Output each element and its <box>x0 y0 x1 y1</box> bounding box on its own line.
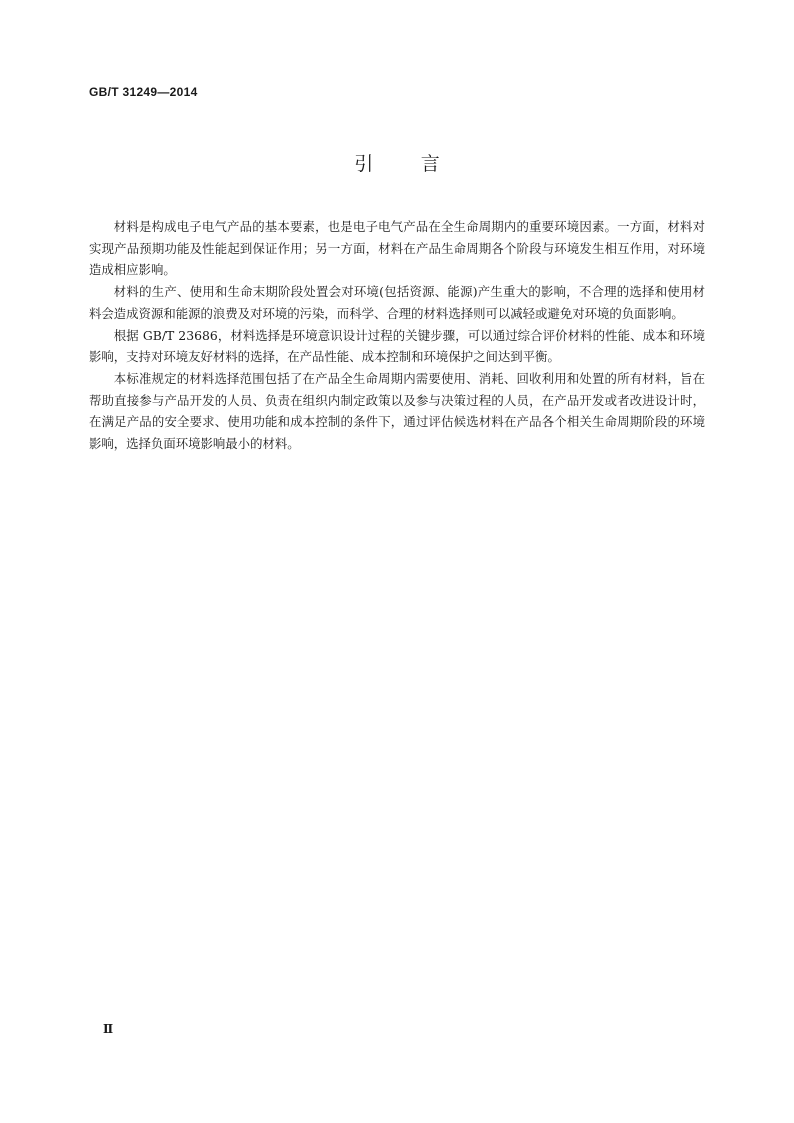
page-number: Ⅱ <box>103 1022 114 1036</box>
standard-code: GB/T 31249—2014 <box>89 85 198 99</box>
paragraph: 本标准规定的材料选择范围包括了在产品全生命周期内需要使用、消耗、回收利用和处置的所有材料，旨在帮助直接参与产品开发的人员、负责在组织内制定政策以及参与决策过程的人员，在产品开发或者改进设计时，在满足产品的安全要求、使用功能和成本控制的条件下，通过评估候选材料在产品各个相关生命周期阶段的环境影响，选择负面环境影响最小的材料。 <box>89 370 705 452</box>
title-char-1: 引 <box>354 153 374 175</box>
introduction-body <box>89 216 705 455</box>
paragraph: 根据 GB/T 23686，材料选择是环境意识设计过程的关键步骤，可以通过综合评价材料的性能、成本和环境影响，支持对环境友好材料的选择，在产品性能、成本控制和环境保护之间达到平衡。 <box>89 327 705 365</box>
paragraph: 材料的生产、使用和生命末期阶段处置会对环境(包括资源、能源)产生重大的影响，不合理的选择和使用材料会造成资源和能源的浪费及对环境的污染，而科学、合理的材料选择则可以减轻或避免对环境的负面影响。 <box>89 284 705 321</box>
paragraph: 材料是构成电子电气产品的基本要素，也是电子电气产品在全生命周期内的重要环境因素。一方面，材料对实现产品预期功能及性能起到保证作用；另一方面，材料在产品生命周期各个阶段与环境发生相互作用，对环境造成相应影响。 <box>89 219 705 278</box>
page-title <box>0 150 794 178</box>
title-char-2: 言 <box>420 153 440 175</box>
